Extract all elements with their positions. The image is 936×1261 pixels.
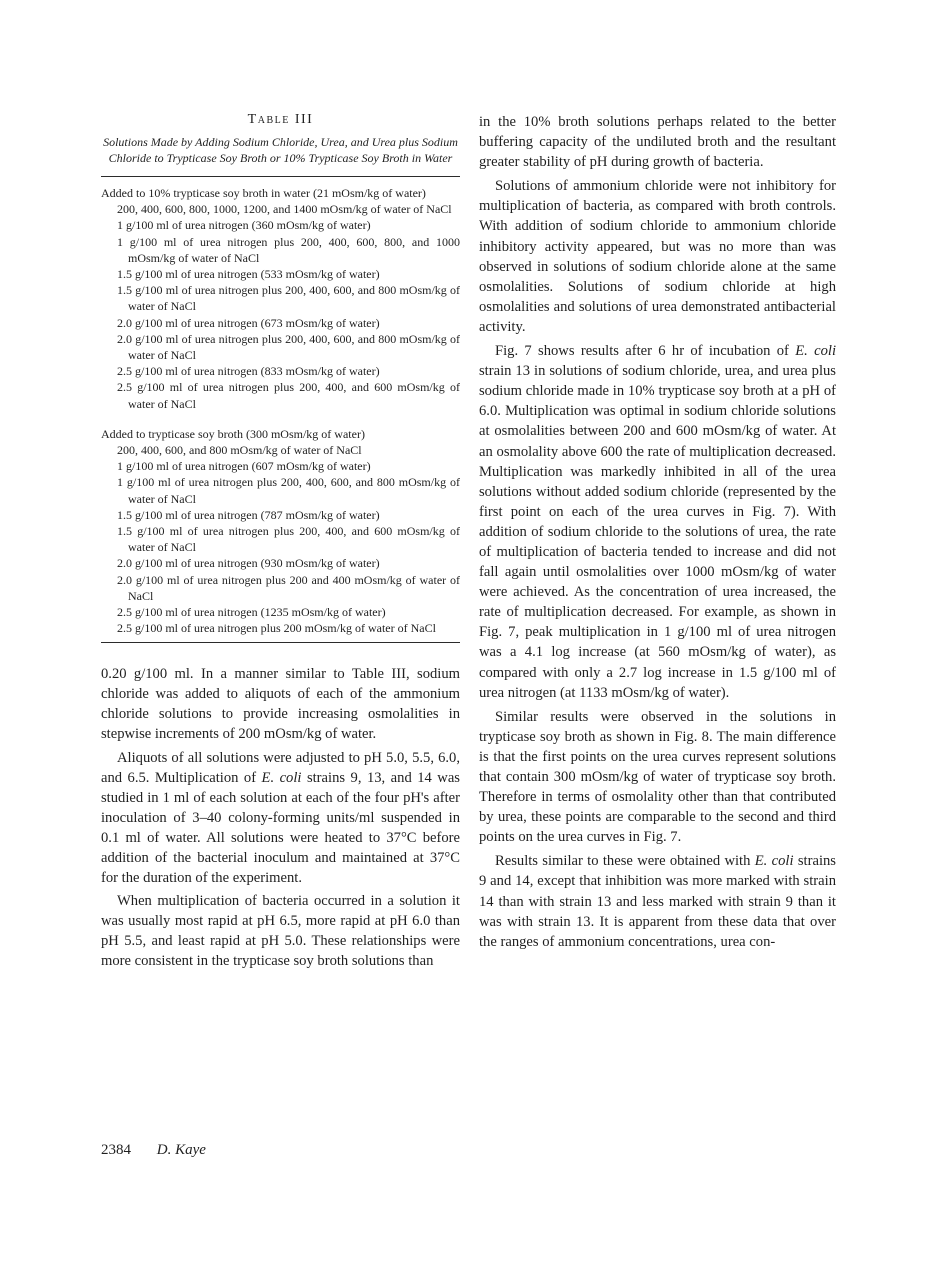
species-name: E. coli [795,343,836,360]
table-entry: 2.0 g/100 ml of urea nitrogen (930 mOsm/kg of water) [117,556,380,571]
right-column [479,112,836,952]
table-entry: 2.0 g/100 ml of urea nitrogen (673 mOsm/kg of water) [117,315,380,330]
paragraph [479,341,836,703]
table-bottom-rule [101,642,460,643]
text-run: strains 9 and 14, except that inhibition was more marked with strain 14 than with strain 13 and less marked with strain 9 than it was with strain 13. It is apparent from these data that over the ranges of ammonium concentrations, urea con- [479,853,836,950]
paragraph: Solutions of ammonium chloride were not inhibitory for multiplication of bacteria, as compared with broth controls. With addition of sodium chloride to ammonium chloride inhibitory activity appeared, but was no more than was observed in solutions of sodium chloride alone at the same osmolalities. Solutions of sodium chloride at high osmolalities and solutions of urea demonstrated antibacterial activity. [479,178,836,335]
table-group-heading: Added to 10% trypticase soy broth in water (21 mOsm/kg of water) [101,186,426,200]
text-run: strains 9, 13, and 14 was studied in 1 ml of each solution at each of the four pH's after inoculation of 3–40 colony-forming units/ml suspended in 0.1 ml of water. All solutions were heated to 37°C before addition of the bacterial inoculum and maintained at 37°C for the duration of the experiment. [101,770,460,886]
table-entry: 2.5 g/100 ml of urea nitrogen (1235 mOsm/kg of water) [117,605,386,620]
table-group [101,185,460,412]
table-entry: 1 g/100 ml of urea nitrogen (360 mOsm/kg of water) [117,218,371,233]
table-label: Table III [247,112,314,127]
table-entry: 1 g/100 ml of urea nitrogen (607 mOsm/kg of water) [117,459,371,474]
running-author: D. Kaye [156,1142,206,1158]
page-number: 2384 [101,1142,131,1158]
table-entry: 1.5 g/100 ml of urea nitrogen (533 mOsm/kg of water) [117,267,380,282]
text-run: Aliquots of all solutions were adjusted to pH 5.0, 5.5, 6.0, and 6.5. Multiplication of [101,750,460,787]
left-column [101,112,460,972]
table-entry: 1 g/100 ml of urea nitrogen plus 200, 400, 600, and 800 mOsm/kg of water of NaCl [117,475,460,506]
table-entry: 1.5 g/100 ml of urea nitrogen (787 mOsm/kg of water) [117,507,380,522]
table-group-heading: Added to trypticase soy broth (300 mOsm/kg of water) [101,426,365,441]
table-entry: 2.5 g/100 ml of urea nitrogen plus 200, 400, and 600 mOsm/kg of water of NaCl [117,380,460,411]
text-run: Results similar to these were obtained with [495,853,755,870]
table-entry: 2.0 g/100 ml of urea nitrogen plus 200 and 400 mOsm/kg of water of NaCl [117,572,460,603]
left-body-text [101,665,460,972]
table-entry: 200, 400, 600, 800, 1000, 1200, and 1400 mOsm/kg of water of NaCl [117,202,452,217]
table-entry: 1.5 g/100 ml of urea nitrogen plus 200, 400, 600, and 800 mOsm/kg of water of NaCl [117,283,460,314]
paragraph: in the 10% broth solutions perhaps related to the better buffering capacity of the undiluted broth and the resultant greater stability of pH during growth of bacteria. [479,114,836,171]
paragraph: Similar results were observed in the solutions in trypticase soy broth as shown in Fig. 8. The main difference is that the first points on the urea curves represent solutions that contain 300 mOsm/kg of water of trypticase soy broth. Therefore in terms of osmolality other than that contributed by urea, these points are comparable to the second and third points on the urea curves in Fig. 7. [479,708,836,846]
table-entry: 2.5 g/100 ml of urea nitrogen (833 mOsm/kg of water) [117,364,380,379]
paragraph [479,851,836,951]
species-name: E. coli [261,770,302,787]
paragraph: When multiplication of bacteria occurred in a solution it was usually most rapid at pH 6.5, more rapid at pH 6.0 than pH 5.5, and least rapid at pH 5.0. These relationships were more consistent in the trypticase soy broth solutions than [101,893,460,970]
table-group [101,426,460,637]
table-entry: 2.5 g/100 ml of urea nitrogen plus 200 mOsm/kg of water of NaCl [117,621,436,636]
species-name: E. coli [754,853,794,870]
table-entry: 200, 400, 600, and 800 mOsm/kg of water of NaCl [117,443,362,458]
page-footer [101,1142,206,1159]
paragraph: 0.20 g/100 ml. In a manner similar to Table III, sodium chloride was added to aliquots of each of the ammonium chloride solutions to provide increasing osmolalities in stepwise increments of 200 mOsm/kg of water. [101,666,460,743]
table-caption: Solutions Made by Adding Sodium Chloride, Urea, and Urea plus Sodium Chloride to Trypticase Soy Broth or 10% Trypticase Soy Broth in Water [103,135,458,165]
table-entry: 1 g/100 ml of urea nitrogen plus 200, 400, 600, 800, and 1000 mOsm/kg of water of NaCl [117,234,460,265]
text-run: strain 13 in solutions of sodium chloride, urea, and urea plus sodium chloride made in 10% trypticase soy broth at a pH of 6.0. Multiplication was optimal in sodium chloride solutions at osmolalities between 200 and 600 mOsm/kg of water. At an osmolality above 600 the rate of multiplication decreased. Multiplication was markedly inhibited in all of the urea solutions without added sodium chloride (represented by the first point on each of the urea curves in Fig. 7). With addition of sodium chloride to the solutions of urea, the rate of multiplication of bacteria tended to increase and did not fall again until osmolalities over 1000 mOsm/kg of water were achieved. As the concentration of urea increased, the rate of multiplication decreased. For example, as shown in Fig. 7, peak multiplication in 1 g/100 ml of urea nitrogen was a 4.1 log increase (at 560 mOsm/kg of water), as compared with only a 2.7 log increase in 1.5 g/100 ml of urea nitrogen (at 1133 mOsm/kg of water). [479,363,836,701]
paragraph [101,749,460,888]
table-entry: 1.5 g/100 ml of urea nitrogen plus 200, 400, and 600 mOsm/kg of water of NaCl [117,524,460,555]
table-body [101,177,460,642]
text-run: Fig. 7 shows results after 6 hr of incubation of [495,343,796,360]
table-entry: 2.0 g/100 ml of urea nitrogen plus 200, 400, 600, and 800 mOsm/kg of water of NaCl [117,331,460,363]
